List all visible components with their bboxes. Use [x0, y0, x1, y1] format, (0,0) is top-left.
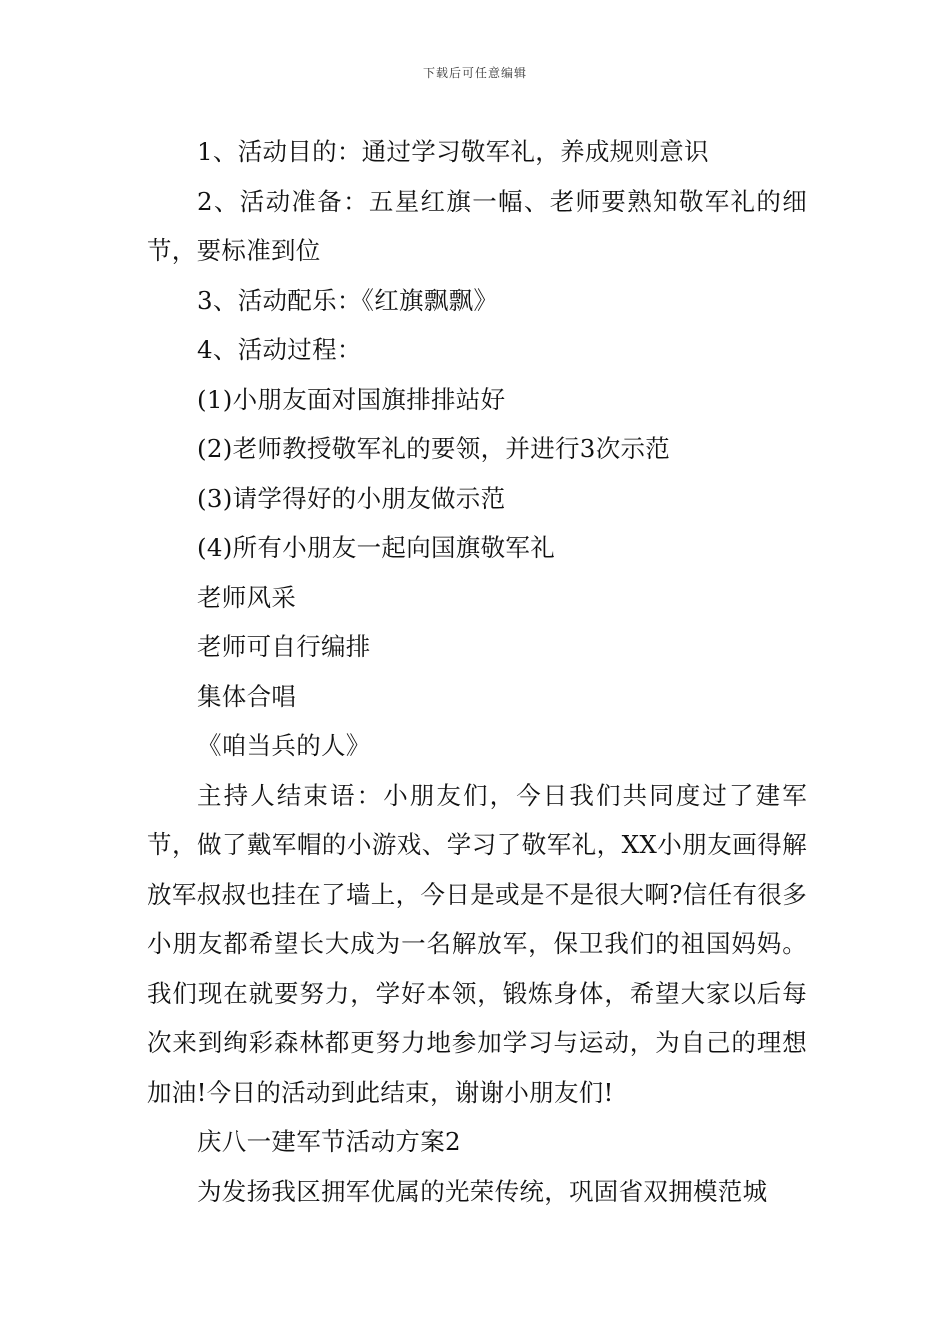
paragraph-step-2: (2)老师教授敬军礼的要领，并进行3次示范: [197, 434, 671, 463]
paragraph-plan-2-title: 庆八一建军节活动方案2: [197, 1127, 461, 1156]
page-header: 下载后可任意编辑: [422, 66, 527, 80]
paragraph-step-1: (1)小朋友面对国旗排排站好: [197, 384, 506, 414]
paragraph-activity-music: 3、活动配乐：《红旗飘飘》: [197, 285, 499, 315]
paragraph-activity-goal: 1、活动目的：通过学习敬军礼，养成规则意识: [197, 137, 709, 166]
paragraph-plan-2-intro: 为发扬我区拥军优属的光荣传统，巩固省双拥模范城: [197, 1176, 768, 1206]
paragraph-chorus: 集体合唱: [197, 681, 297, 711]
document-body: [147, 127, 807, 1216]
paragraph-teacher-arrange: 老师可自行编排: [197, 632, 371, 661]
paragraph-activity-preparation: 2、活动准备：五星红旗一幅、老师要熟知敬军礼的细节，要标准到位: [147, 186, 807, 265]
paragraph-song-title: 《咱当兵的人》: [197, 731, 371, 760]
paragraph-closing-remarks: 主持人结束语：小朋友们，今日我们共同度过了建军节，做了戴军帽的小游戏、学习了敬军礼，XX小朋友画得解放军叔叔也挂在了墙上，今日是或是不是很大啊?信任有很多小朋友都希望长大成为一名解放军，保卫我们的祖国妈妈。我们现在就要努力，学好本领，锻炼身体，希望大家以后每次来到绚彩森林都更努力地参加学习与运动，为自己的理想加油!今日的活动到此结束，谢谢小朋友们!: [147, 780, 807, 1107]
paragraph-step-3: (3)请学得好的小朋友做示范: [197, 483, 506, 513]
paragraph-activity-process: 4、活动过程：: [197, 335, 362, 364]
paragraph-teacher-showcase: 老师风采: [197, 582, 297, 612]
paragraph-step-4: (4)所有小朋友一起向国旗敬军礼: [197, 533, 556, 562]
